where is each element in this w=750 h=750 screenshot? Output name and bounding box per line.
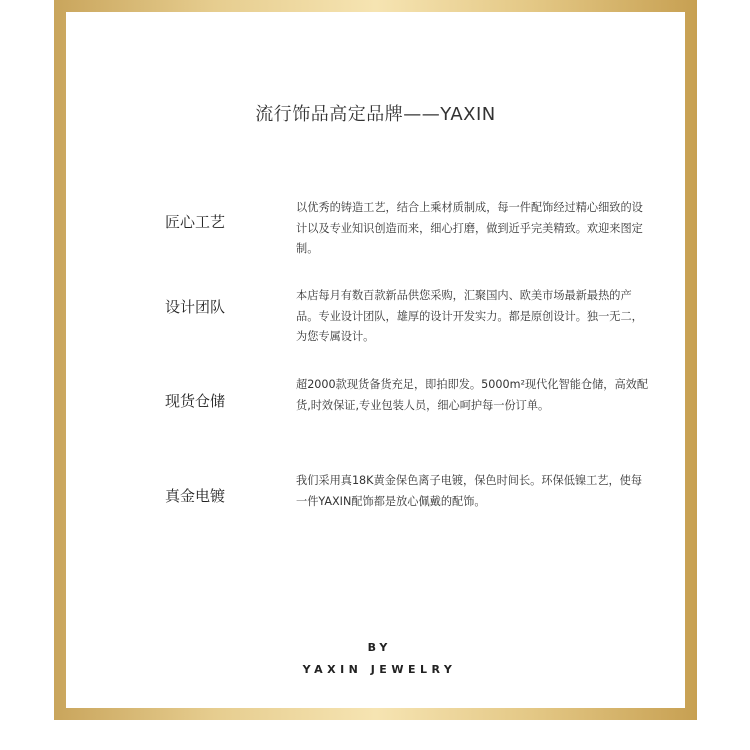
signature-by: BY <box>367 641 392 654</box>
feature-title: 设计团队 <box>165 298 226 316</box>
feature-description: 我们采用真18K黄金保色离子电镀，保色时间长。环保低镍工艺，使每一件YAXIN配饰都是放心佩戴的配饰。 <box>296 474 643 508</box>
signature-brand: YAXIN JEWELRY <box>302 663 457 676</box>
feature-description: 以优秀的铸造工艺，结合上乘材质制成，每一件配饰经过精心细致的设计以及专业知识创造而来，细心打磨，做到近乎完美精致。欢迎来图定制。 <box>296 201 643 255</box>
feature-description: 超2000款现货备货充足，即拍即发。5000m²现代化智能仓储，高效配货,时效保证,专业包装人员，细心呵护每一份订单。 <box>296 378 649 412</box>
content-panel <box>66 12 685 708</box>
page-title: 流行饰品高定品牌——YAXIN <box>255 104 496 125</box>
feature-title: 现货仓储 <box>165 392 226 410</box>
feature-title: 真金电镀 <box>165 487 226 505</box>
feature-title: 匠心工艺 <box>165 213 226 231</box>
feature-description: 本店每月有数百款新品供您采购，汇聚国内、欧美市场最新最热的产品。专业设计团队，雄厚的设计开发实力。都是原创设计。独一无二，为您专属设计。 <box>296 289 643 343</box>
gold-frame <box>54 0 697 720</box>
